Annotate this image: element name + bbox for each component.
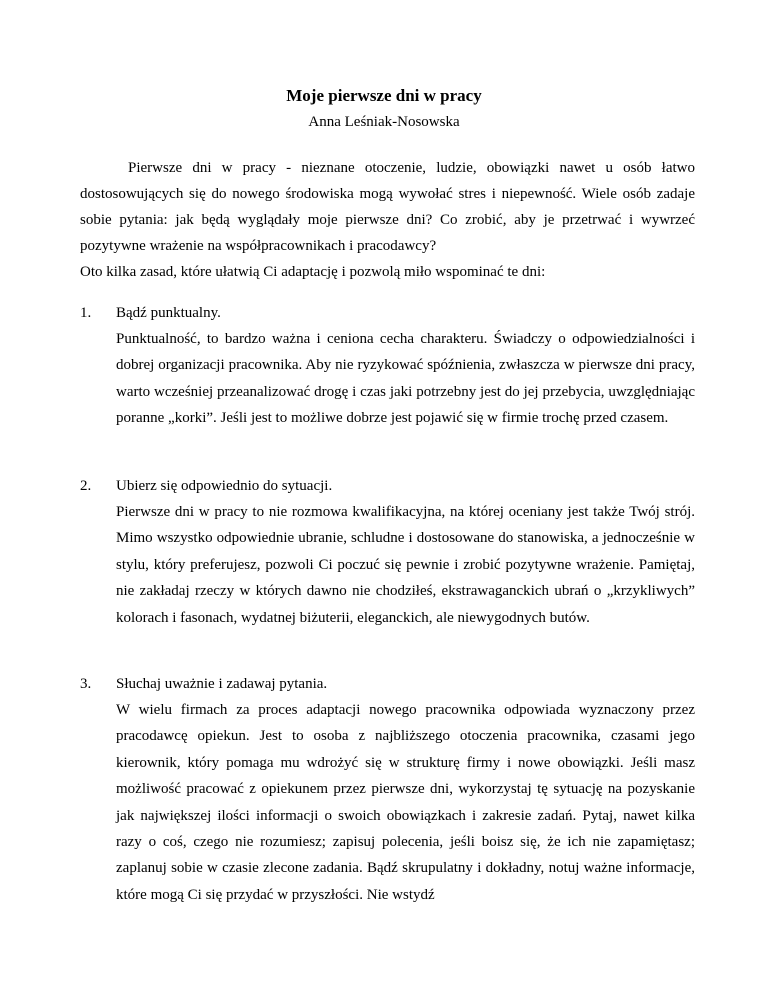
section-2 (80, 473, 695, 631)
section-heading (80, 671, 695, 697)
section-3 (80, 671, 695, 908)
document-title: Moje pierwsze dni w pracy (286, 86, 482, 105)
section-heading (80, 473, 695, 499)
section-heading-text: Bądź punktualny. (116, 305, 221, 321)
intro-paragraph: Pierwsze dni w pracy - nieznane otoczenie, ludzie, obowiązki nawet u osób łatwo dostosowujących się do nowego środowiska mogą wywołać stres i niepewność. Wiele osób zadaje sobie pytania: jak będą wyglądały moje pierwsze dni? Co zrobić, aby je przetrwać i wywrzeć pozytywne wrażenie na współpracownikach i pracodawcy? (80, 160, 695, 254)
section-paragraph: Punktualność, to bardzo ważna i ceniona cecha charakteru. Świadczy o odpowiedzialności i dobrej organizacji pracownika. Aby nie ryzykować spóźnienia, zwłaszcza w pierwsze dni pracy, warto wcześniej przeanalizować drogę i czas jaki potrzebny jest do jej przebycia, uwzględniając poranne „korki”. Jeśli jest to możliwe dobrze jest pojawić się w firmie trochę przed czasem. (116, 331, 695, 427)
section-number: 3. (80, 676, 92, 692)
section-paragraph: W wielu firmach za proces adaptacji nowego pracownika odpowiada wyznaczony przez pracodawcę opiekun. Jest to osoba z najbliższego otoczenia pracownika, czasami jego kierownik, który pomaga mu wdrożyć się w strukturę firmy i nowe obowiązki. Jeśli masz możliwość pracować z opiekunem przez pierwsze dni, wykorzystaj tę sytuację na pozyskanie jak największej ilości informacji o swoich obowiązkach i zakresie zadań. Pytaj, nawet kilka razy o coś, czego nie rozumiesz; zapisuj polecenia, jeśli boisz się, że ich nie zapamiętasz; zaplanuj sobie w czasie zlecone zadania. Bądź skrupulatny i dokładny, notuj ważne informacje, które mogą Ci się przydać w przyszłości. Nie wstydź (116, 702, 695, 903)
intro-block (80, 155, 695, 285)
section-heading-text: Ubierz się odpowiednio do sytuacji. (116, 478, 333, 494)
intro-lead-in: Oto kilka zasad, które ułatwią Ci adaptację i pozwolą miło wspominać te dni: (80, 264, 546, 280)
section-heading (80, 300, 695, 326)
section-paragraph: Pierwsze dni w pracy to nie rozmowa kwalifikacyjna, na której oceniany jest także Twój strój. Mimo wszystko odpowiednie ubranie, schludne i dostosowane do stanowiska, a jednocześnie w stylu, który preferujesz, pozwoli Ci poczuć się pewnie i zrobić pozytywne wrażenie. Pamiętaj, nie zakładaj rzeczy w których dawno nie chodziłeś, ekstrawaganckich ubrań o „krzykliwych” kolorach i fasonach, wydatnej biżuterii, eleganckich, ale niewygodnych butów. (116, 504, 695, 626)
section-number: 2. (80, 478, 92, 494)
section-1 (80, 300, 695, 432)
section-heading-text: Słuchaj uważnie i zadawaj pytania. (116, 676, 328, 692)
document-author: Anna Leśniak-Nosowska (308, 114, 460, 130)
section-number: 1. (80, 305, 92, 321)
